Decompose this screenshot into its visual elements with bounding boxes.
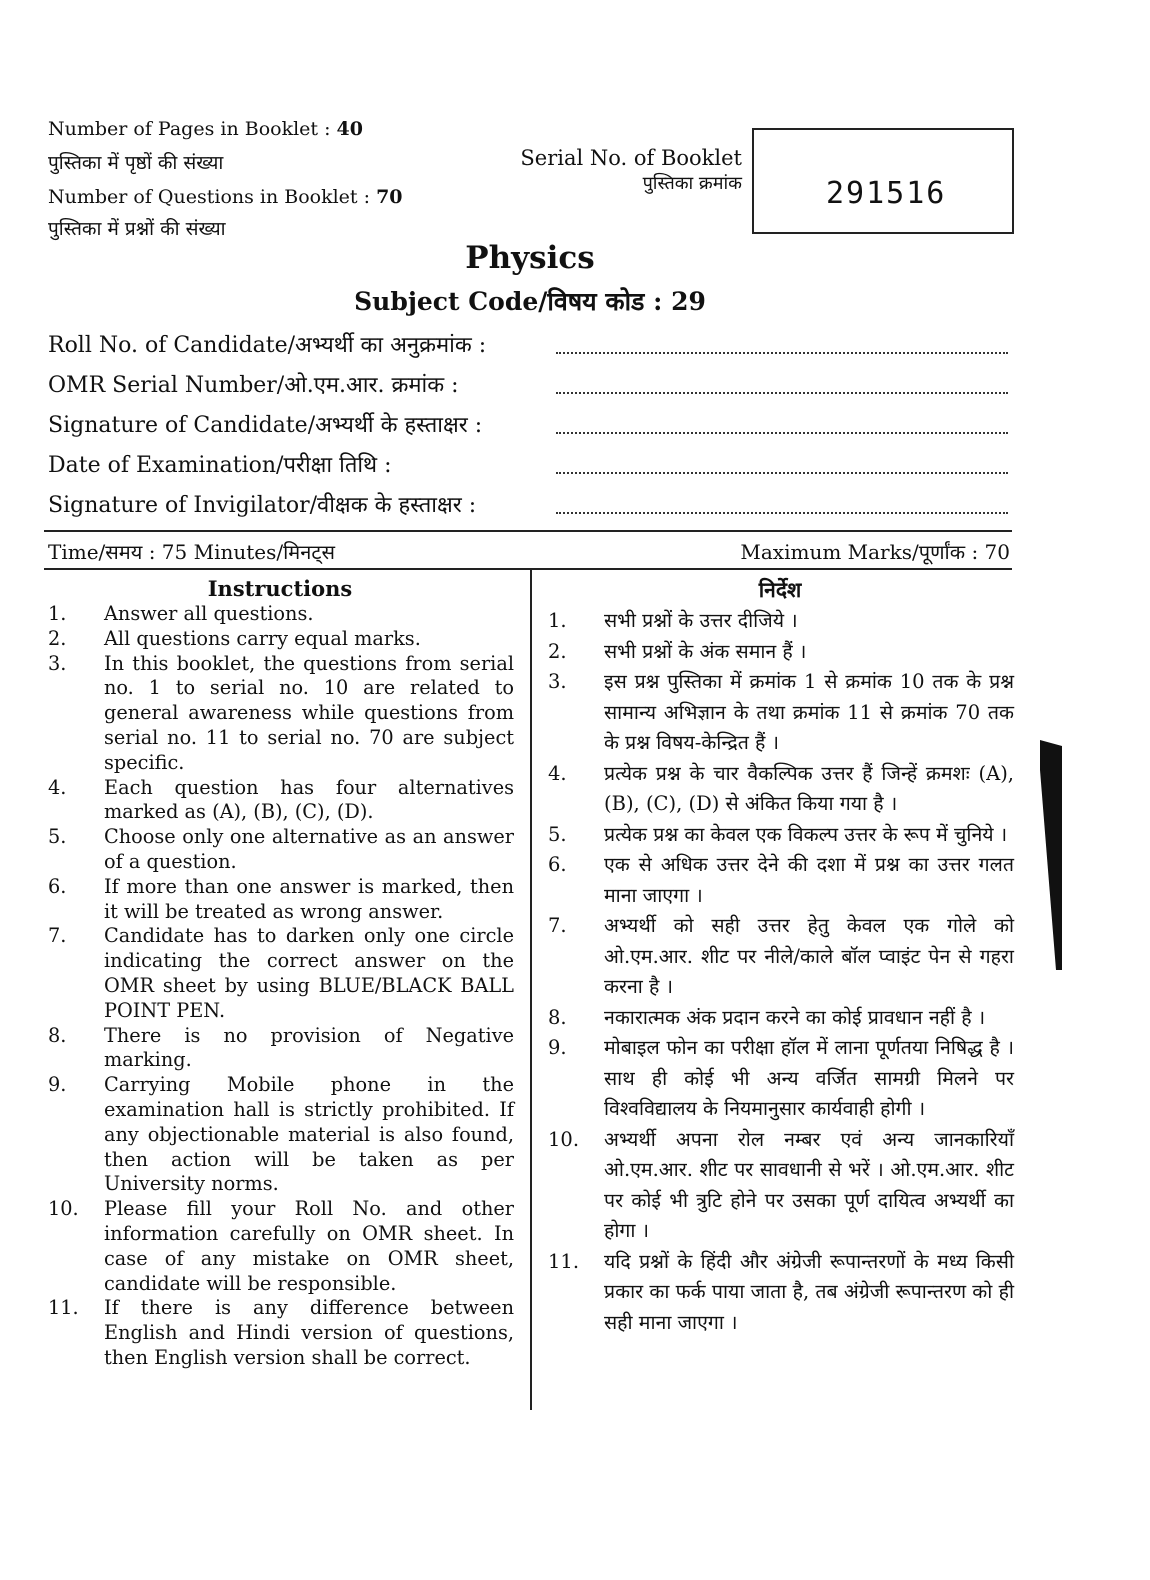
item-number: 1. — [48, 602, 67, 625]
item-number: 3. — [48, 651, 67, 675]
item-number: 9. — [48, 1073, 67, 1097]
divider-bottom — [44, 568, 1012, 570]
list-item — [48, 627, 514, 652]
item-number: 1. — [548, 609, 567, 632]
item-text: Answer all questions. — [104, 602, 314, 625]
item-number: 9. — [548, 1036, 567, 1059]
item-text: Carrying Mobile phone in the examination hall is strictly prohibited. If any objectionable material is also found, then action will be taken as per University norms. — [104, 1073, 514, 1196]
serial-box — [752, 128, 1014, 234]
questions-value: 70 — [376, 186, 403, 208]
pages-value: 40 — [336, 118, 363, 140]
list-item — [48, 1024, 514, 1074]
questions-hindi: पुस्तिका में प्रश्नों की संख्या — [48, 218, 226, 240]
omr-serial-field[interactable] — [556, 392, 1008, 394]
item-number: 7. — [548, 914, 567, 937]
item-text: नकारात्मक अंक प्रदान करने का कोई प्रावधान नहीं है । — [604, 1005, 986, 1029]
item-number: 10. — [48, 1197, 79, 1221]
serial-number: 291516 — [826, 176, 947, 211]
omr-serial-label: OMR Serial Number/ओ.एम.आर. क्रमांक : — [48, 373, 459, 398]
list-item — [48, 924, 514, 1023]
pages-hindi: पुस्तिका में पृष्ठों की संख्या — [48, 152, 224, 174]
item-text: Candidate has to darken only one circle indicating the correct answer on the OMR sheet by using BLUE/BLACK BALL POINT PEN. — [104, 924, 514, 1022]
list-item — [548, 820, 1014, 851]
item-text: Please fill your Roll No. and other information carefully on OMR sheet. In case of any mistake on OMR sheet, candidate will be responsible. — [104, 1197, 514, 1295]
list-item — [548, 1033, 1014, 1125]
invigilator-signature-label: Signature of Invigilator/वीक्षक के हस्ताक्षर : — [48, 493, 477, 518]
divider-top — [44, 530, 1012, 532]
item-text: There is no provision of Negative marking. — [104, 1023, 514, 1072]
exam-date-label: Date of Examination/परीक्षा तिथि : — [48, 453, 392, 478]
list-item — [548, 1247, 1014, 1339]
item-number: 6. — [48, 874, 67, 898]
page-title: Physics — [465, 240, 595, 276]
serial-hindi: पुस्तिका क्रमांक — [642, 173, 742, 194]
item-text: सभी प्रश्नों के अंक समान हैं । — [604, 639, 807, 663]
item-number: 3. — [548, 670, 567, 693]
list-item — [48, 875, 514, 925]
item-number: 11. — [48, 1296, 79, 1320]
item-number: 2. — [548, 639, 567, 663]
item-text: अभ्यर्थी अपना रोल नम्बर एवं अन्य जानकारियाँ ओ.एम.आर. शीट पर सावधानी से भरें । ओ.एम.आर. शीट पर कोई भी त्रुटि होने पर उसका पूर्ण दायित्व अभ्यर्थी का होगा । — [604, 1127, 1014, 1242]
list-item — [48, 1197, 514, 1296]
candidate-signature-field[interactable] — [556, 432, 1008, 434]
pages-count — [48, 118, 363, 140]
item-text: सभी प्रश्नों के उत्तर दीजिये । — [604, 609, 798, 632]
list-item — [48, 776, 514, 826]
questions-count — [48, 186, 403, 208]
item-text: मोबाइल फोन का परीक्षा हॉल में लाना पूर्णतया निषिद्ध है । साथ ही कोई भी अन्य वर्जित सामग्री मिलने पर विश्वविद्यालय के नियमानुसार कार्यवाही होगी । — [604, 1036, 1014, 1120]
instructions-hi-list — [548, 606, 1014, 1338]
list-item — [548, 1125, 1014, 1247]
item-number: 2. — [48, 626, 67, 650]
roll-no-label: Roll No. of Candidate/अभ्यर्थी का अनुक्रमांक : — [48, 333, 487, 358]
item-number: 11. — [548, 1249, 580, 1273]
list-item — [548, 759, 1014, 820]
invigilator-signature-field[interactable] — [556, 512, 1008, 514]
list-item — [48, 602, 514, 627]
item-number: 8. — [48, 1023, 67, 1047]
list-item — [548, 637, 1014, 668]
list-item — [48, 825, 514, 875]
list-item — [548, 667, 1014, 759]
item-number: 4. — [48, 775, 67, 799]
item-text: If there is any difference between English and Hindi version of questions, then English version shall be correct. — [104, 1296, 514, 1369]
roll-no-field[interactable] — [556, 352, 1008, 354]
list-item — [48, 1073, 514, 1197]
instructions-hindi-heading: निर्देश — [758, 577, 802, 602]
list-item — [48, 652, 514, 776]
list-item — [548, 1003, 1014, 1034]
item-number: 10. — [548, 1127, 580, 1151]
item-text: अभ्यर्थी को सही उत्तर हेतु केवल एक गोले को ओ.एम.आर. शीट पर नीले/काले बॉल प्वाइंट पेन से गहरा करना है । — [604, 914, 1014, 998]
item-number: 6. — [548, 853, 567, 876]
list-item — [548, 606, 1014, 637]
item-text: Choose only one alternative as an answer of a question. — [104, 825, 514, 873]
item-number: 7. — [48, 924, 67, 948]
instructions-heading: Instructions — [207, 576, 353, 601]
time-allowed: Time/समय : 75 Minutes/मिनट्स — [48, 540, 335, 564]
column-divider — [530, 570, 532, 1410]
item-text: इस प्रश्न पुस्तिका में क्रमांक 1 से क्रमांक 10 तक के प्रश्न सामान्य अभिज्ञान के तथा क्रमांक 11 से क्रमांक 70 तक के प्रश्न विषय-केन्द्रित हैं । — [604, 670, 1014, 754]
item-text: In this booklet, the questions from serial no. 1 to serial no. 10 are related to general awareness while questions from serial no. 11 to serial no. 70 are subject specific. — [104, 651, 514, 774]
item-text: यदि प्रश्नों के हिंदी और अंग्रेजी रूपान्तरणों के मध्य किसी प्रकार का फर्क पाया जाता है, तब अंग्रेजी रूपान्तरण को ही सही माना जाएगा । — [604, 1249, 1014, 1334]
item-text: प्रत्येक प्रश्न के चार वैकल्पिक उत्तर हैं जिन्हें क्रमशः (A), (B), (C), (D) से अंकित किया गया है । — [604, 761, 1014, 815]
item-number: 5. — [548, 822, 567, 846]
exam-date-field[interactable] — [556, 472, 1008, 474]
item-text: All questions carry equal marks. — [104, 626, 421, 650]
edge-mark-shape — [1040, 740, 1062, 970]
instructions-en-list — [48, 602, 514, 1371]
item-text: एक से अधिक उत्तर देने की दशा में प्रश्न का उत्तर गलत माना जाएगा । — [604, 853, 1014, 907]
list-item — [48, 1296, 514, 1370]
max-marks: Maximum Marks/पूर्णांक : 70 — [740, 540, 1010, 564]
pages-label: Number of Pages in Booklet : — [48, 118, 331, 140]
questions-label: Number of Questions in Booklet : — [48, 186, 371, 208]
item-text: प्रत्येक प्रश्न का केवल एक विकल्प उत्तर के रूप में चुनिये । — [604, 822, 1008, 846]
item-text: Each question has four alternatives marked as (A), (B), (C), (D). — [104, 775, 514, 824]
list-item — [548, 911, 1014, 1003]
scan-edge-mark — [1036, 740, 1066, 970]
candidate-signature-label: Signature of Candidate/अभ्यर्थी के हस्ताक्षर : — [48, 413, 483, 438]
serial-label: Serial No. of Booklet — [520, 146, 742, 170]
item-number: 8. — [548, 1005, 567, 1029]
item-number: 4. — [548, 761, 567, 785]
item-number: 5. — [48, 825, 67, 849]
subject-code: Subject Code/विषय कोड : 29 — [354, 287, 706, 316]
item-text: If more than one answer is marked, then it will be treated as wrong answer. — [104, 874, 514, 923]
list-item — [548, 850, 1014, 911]
